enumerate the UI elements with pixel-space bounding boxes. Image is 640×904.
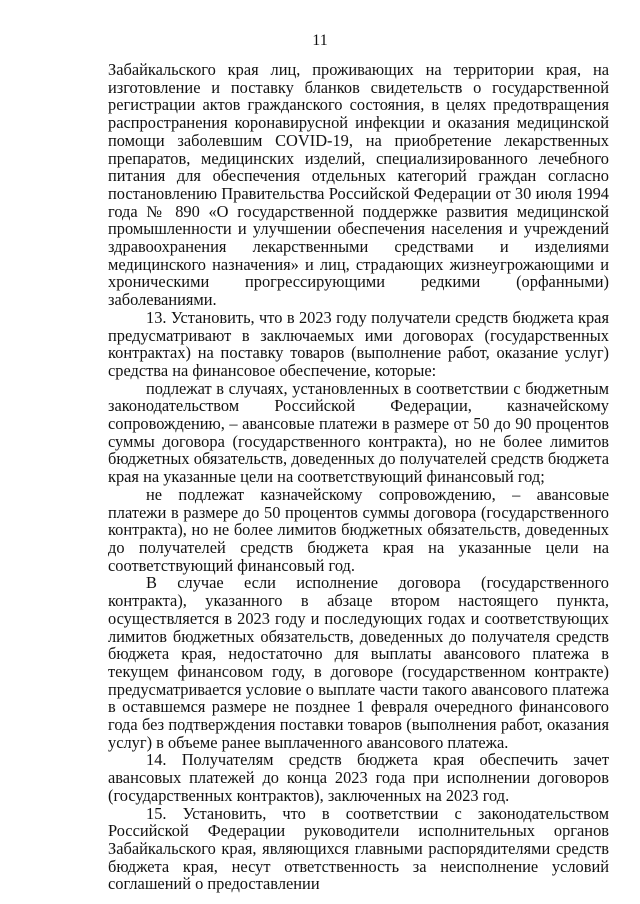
paragraph-item-13-not-subject-to-support: не подлежат казначейскому сопровождению, – авансовые платежи в размере до 50 процентов суммы договора (государственного контракта), но не более лимитов бюджетных обязательств, доведенных до получателей средств бюджета края на указанные цели на соответствующий финансовый год. — [108, 484, 609, 575]
paragraph-item-13-subject-to-support: подлежат в случаях, установленных в соответствии с бюджетным законодательством Российской Федерации, казначейскому сопровождению, – авансовые платежи в размере от 50 до 90 процентов суммы договора (государственного контракта), но не более лимитов бюджетных обязательств, доведенных до получателей средств бюджета края на указанные цели на соответствующий финансовый год; — [108, 378, 609, 487]
page-number: 11 — [312, 32, 328, 49]
paragraph-continuation: Забайкальского края лиц, проживающих на территории края, на изготовление и поставку бланков свидетельств о государственной регистрации актов гражданского состояния, в целях предотвращения распространения коронавирусной инфекции и оказания медицинской помощи заболевшим COVID-19, на приобретение лекарственных препаратов, медицинских изделий, специализированного лечебного питания для обеспечения отдельных категорий граждан согласно постановлению Правительства Российской Федерации от 30 июля 1994 года № 890 «О государственной поддержке развития медицинской промышленности и улучшении обеспечения населения и учреждений здравоохранения лекарственными средствами и изделиями медицинского назначения» и лиц, страдающих жизнеугрожающими и хроническими прогрессирующими редкими (орфанными) заболеваниями. — [108, 60, 609, 310]
paragraph-item-13: 13. Установить, что в 2023 году получатели средств бюджета края предусматривают в заключаемых ими договорах (государственных контрактах) на поставку товаров (выполнение работ, оказание услуг) средства на финансовое обеспечение, которые: — [108, 307, 609, 380]
document-body — [108, 61, 609, 893]
paragraph-item-13-execution-case: В случае если исполнение договора (государственного контракта), указанного в абзаце втором настоящего пункта, осуществляется в 2023 году и последующих годах и соответствующих лимитов бюджетных обязательств, доведенных до получателя средств бюджета края, недостаточно для выплаты авансового платежа в текущем финансовом году, в договоре (государственном контракте) предусматривается условие о выплате части такого авансового платежа в оставшемся размере не позднее 1 февраля очередного финансового года без подтверждения поставки товаров (выполнения работ, оказания услуг) в объеме ранее выплаченного авансового платежа. — [108, 573, 609, 752]
paragraph-item-15: 15. Установить, что в соответствии с законодательством Российской Федерации руководители исполнительных органов Забайкальского края, являющихся главными распорядителями средств бюджета края, несут ответственность за неисполнение условий соглашений о предоставлении — [108, 803, 609, 894]
paragraph-item-14: 14. Получателям средств бюджета края обеспечить зачет авансовых платежей до конца 2023 года при исполнении договоров (государственных контрактов), заключенных на 2023 год. — [108, 750, 609, 805]
